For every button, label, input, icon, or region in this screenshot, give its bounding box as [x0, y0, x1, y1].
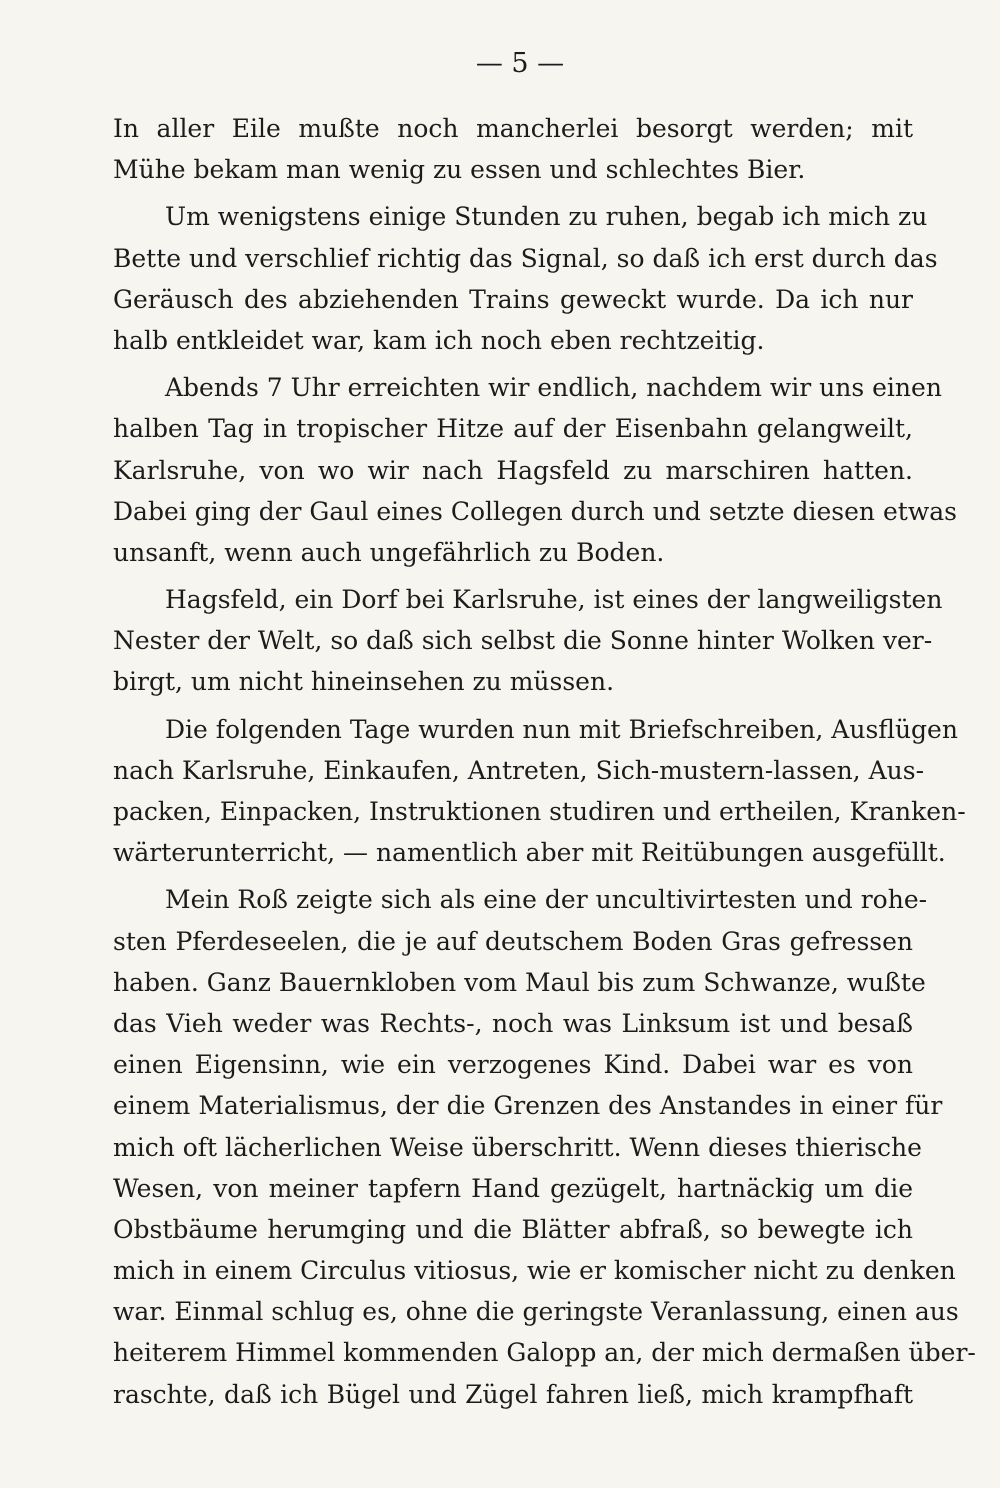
paragraph — [113, 196, 938, 361]
text-line: In aller Eile mußte noch mancherlei besorgt werden; mit — [113, 114, 913, 143]
text-line: war. Einmal schlug es, ohne die geringste Veranlassung, einen aus — [113, 1297, 959, 1327]
text-line: einem Materialismus, der die Grenzen des Anstandes in einer für — [113, 1091, 943, 1121]
paragraph — [113, 579, 943, 703]
page-number: — 5 — — [475, 48, 565, 79]
text-line: Nester der Welt, so daß sich selbst die Sonne hinter Wolken ver- — [113, 626, 933, 656]
paragraph — [113, 367, 957, 573]
text-line: Um wenigstens einige Stunden zu ruhen, begab ich mich zu — [165, 202, 928, 232]
text-line: einen Eigensinn, wie ein verzogenes Kind. Dabei war es von — [113, 1050, 913, 1080]
text-line: halb entkleidet war, kam ich noch eben rechtzeitig. — [113, 325, 765, 355]
text-line: Mühe bekam man wenig zu essen und schlechtes Bier. — [113, 155, 806, 185]
text-line: packen, Einpacken, Instruktionen studiren und ertheilen, Kranken- — [113, 797, 966, 826]
paragraph — [113, 108, 913, 190]
text-line: mich in einem Circulus vitiosus, wie er komischer nicht zu denken — [113, 1256, 956, 1286]
text-line: sten Pferdeseelen, die je auf deutschem Boden Gras gefressen — [113, 926, 913, 956]
text-line: Mein Roß zeigte sich als eine der uncultivirtesten und rohe- — [165, 885, 928, 915]
text-line: Karlsruhe, von wo wir nach Hagsfeld zu marschiren hatten. — [113, 455, 913, 485]
text-line: Obstbäume herumging und die Blätter abfraß, so bewegte ich — [113, 1214, 913, 1244]
text-line: unsanft, wenn auch ungefährlich zu Boden. — [113, 537, 665, 567]
paragraph — [113, 709, 966, 874]
text-body — [113, 108, 976, 1421]
text-line: wärterunterricht, — namentlich aber mit Reitübungen ausgefüllt. — [113, 838, 946, 868]
text-line: birgt, um nicht hineinsehen zu müssen. — [113, 667, 615, 697]
text-line: Geräusch des abziehenden Trains geweckt wurde. Da ich nur — [113, 284, 913, 314]
text-line: das Vieh weder was Rechts-, noch was Linksum ist und besaß — [113, 1008, 913, 1038]
text-line: raschte, daß ich Bügel und Zügel fahren ließ, mich krampfhaft — [113, 1379, 913, 1409]
text-line: Dabei ging der Gaul eines Collegen durch und setzte diesen etwas — [113, 496, 957, 526]
text-line: Wesen, von meiner tapfern Hand gezügelt, hartnäckig um die — [113, 1173, 913, 1203]
text-line: Bette und verschlief richtig das Signal, so daß ich erst durch das — [113, 243, 938, 273]
text-line: heiterem Himmel kommenden Galopp an, der mich dermaßen über- — [113, 1338, 976, 1368]
text-line: halben Tag in tropischer Hitze auf der Eisenbahn gelangweilt, — [113, 414, 913, 444]
text-line: haben. Ganz Bauernkloben vom Maul bis zum Schwanze, wußte — [113, 967, 926, 997]
text-line: Die folgenden Tage wurden nun mit Briefschreiben, Ausflügen — [165, 714, 958, 744]
paragraph — [113, 879, 976, 1414]
text-line: Hagsfeld, ein Dorf bei Karlsruhe, ist eines der langweiligsten — [165, 585, 943, 615]
text-line: Abends 7 Uhr erreichten wir endlich, nachdem wir uns einen — [165, 373, 942, 403]
text-line: mich oft lächerlichen Weise überschritt. Wenn dieses thierische — [113, 1132, 922, 1162]
text-line: nach Karlsruhe, Einkaufen, Antreten, Sich-mustern-lassen, Aus- — [113, 755, 925, 785]
